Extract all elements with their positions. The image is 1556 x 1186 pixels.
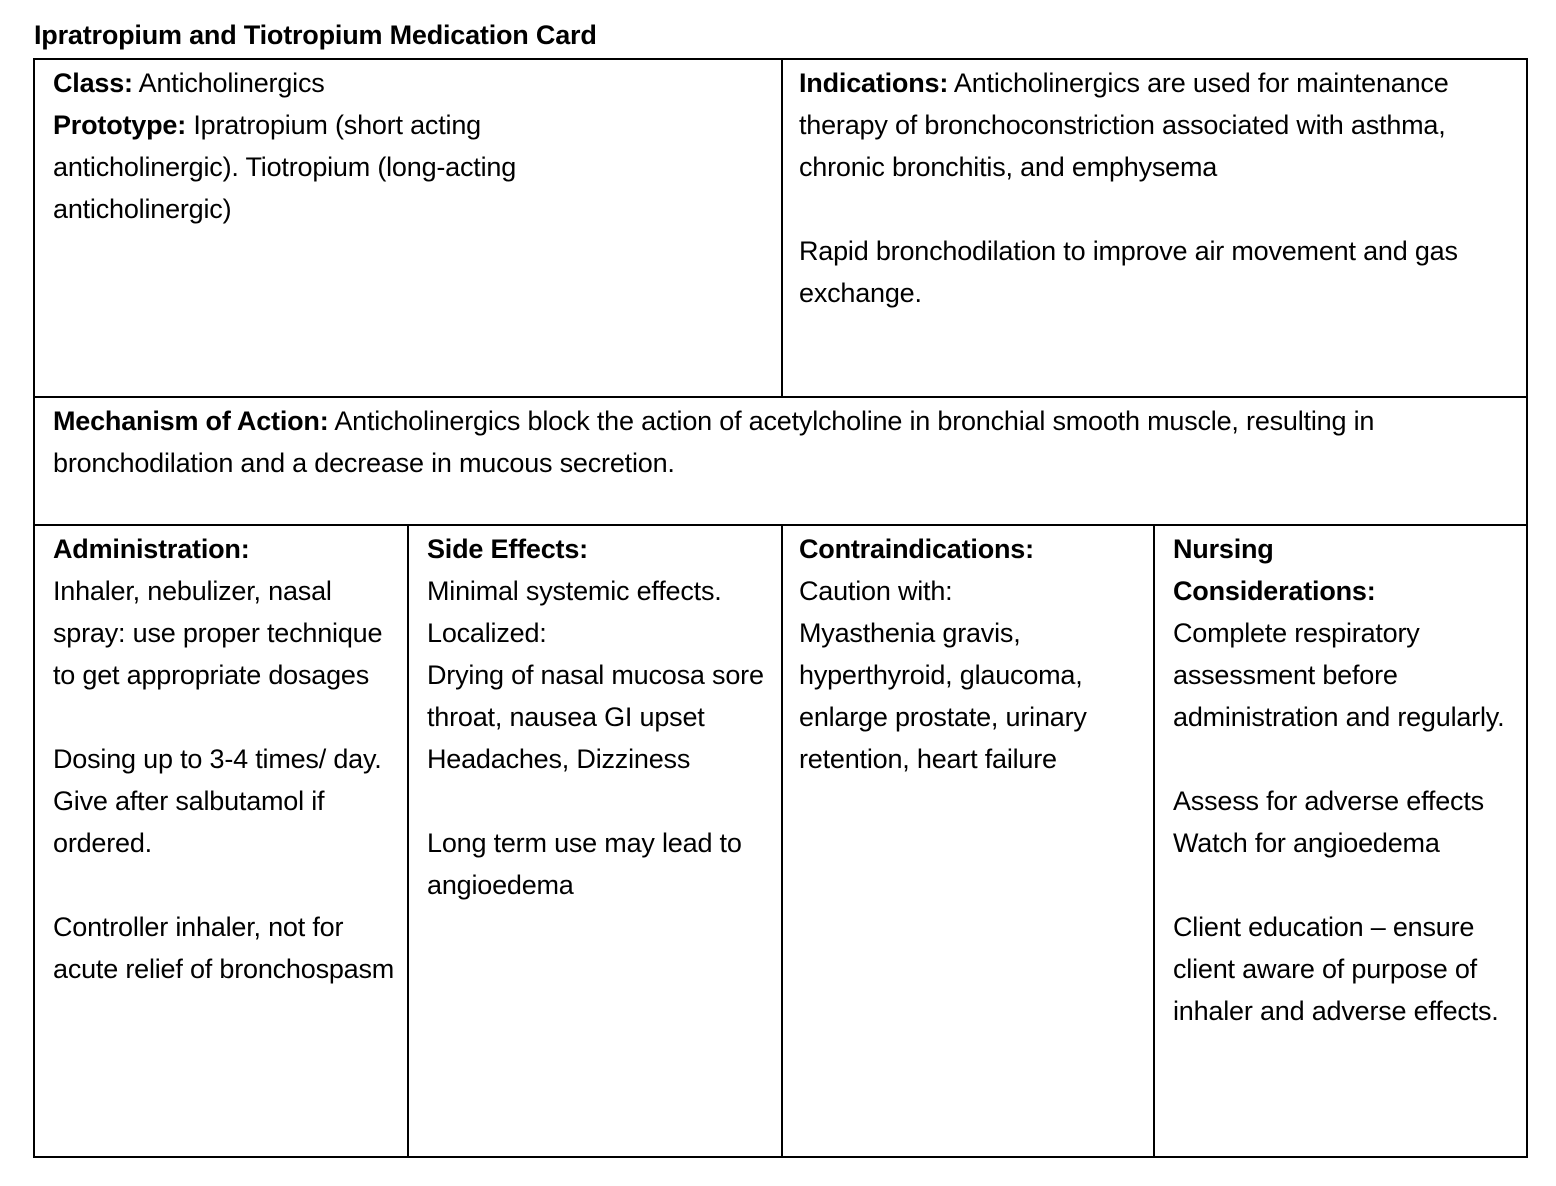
indications-label: Indications:: [799, 68, 949, 98]
medication-card-table: [33, 58, 1528, 1158]
side-effects-cell: [409, 526, 779, 906]
class-label: Class:: [53, 68, 133, 98]
administration-paragraph-1: Inhaler, nebulizer, nasal spray: use proper technique to get appropriate dosages: [53, 576, 383, 690]
contraindications-line-2: Myasthenia gravis, hyperthyroid, glaucoma, enlarge prostate, urinary retention, heart failure: [799, 618, 1087, 774]
indications-paragraph-2: Rapid bronchodilation to improve air movement and gas exchange.: [799, 236, 1458, 308]
prototype-row: [53, 104, 775, 230]
side-effects-line-1: Minimal systemic effects. Localized:: [427, 576, 722, 648]
prototype-label: Prototype:: [53, 110, 187, 140]
administration-label: Administration:: [53, 534, 250, 564]
administration-cell: [35, 526, 403, 990]
indications-cell: [781, 60, 1501, 314]
page-title: Ipratropium and Tiotropium Medication Card: [34, 20, 597, 50]
nursing-line-3: Assess for adverse effects: [1173, 786, 1484, 816]
class-prototype-cell: [35, 60, 775, 230]
administration-paragraph-3: Controller inhaler, not for acute relief of bronchospasm: [53, 912, 395, 984]
mechanism-row: [53, 400, 1495, 484]
administration-paragraph-2: Dosing up to 3-4 times/ day. Give after salbutamol if ordered.: [53, 744, 397, 858]
contraindications-cell: [781, 526, 1153, 780]
indications-text-1: Anticholinergics are used for maintenance therapy of bronchoconstriction associated with asthma, chronic bronchitis, and emphysema: [799, 68, 1449, 182]
nursing-line-4: Watch for angioedema: [1173, 828, 1440, 858]
class-value: Anticholinergics: [138, 68, 325, 98]
side-effects-line-3: Headaches, Dizziness: [427, 744, 691, 774]
nursing-line-1: Complete respiratory assessment before administration and regularly.: [1173, 618, 1505, 732]
indications-paragraph-1: [799, 62, 1501, 188]
contraindications-line-1: Caution with:: [799, 576, 953, 606]
side-effects-label: Side Effects:: [427, 534, 588, 564]
mechanism-cell: [35, 398, 1495, 484]
class-row: [53, 62, 775, 104]
nursing-considerations-cell: [1155, 526, 1527, 1032]
contraindications-label: Contraindications:: [799, 534, 1034, 564]
prototype-value: Ipratropium (short acting anticholinergic). Tiotropium (long-acting anticholinergic): [53, 110, 517, 224]
nursing-line-6: Client education – ensure client aware of purpose of inhaler and adverse effects.: [1173, 912, 1499, 1026]
side-effects-line-5: Long term use may lead to angioedema: [427, 828, 742, 900]
mechanism-value: Anticholinergics block the action of acetylcholine in bronchial smooth muscle, resulting in bronchodilation and a decrease in mucous secretion.: [53, 406, 1375, 478]
side-effects-line-2: Drying of nasal mucosa sore throat, nausea GI upset: [427, 660, 764, 732]
mechanism-label: Mechanism of Action:: [53, 406, 329, 436]
nursing-label: Nursing Considerations:: [1173, 534, 1376, 606]
